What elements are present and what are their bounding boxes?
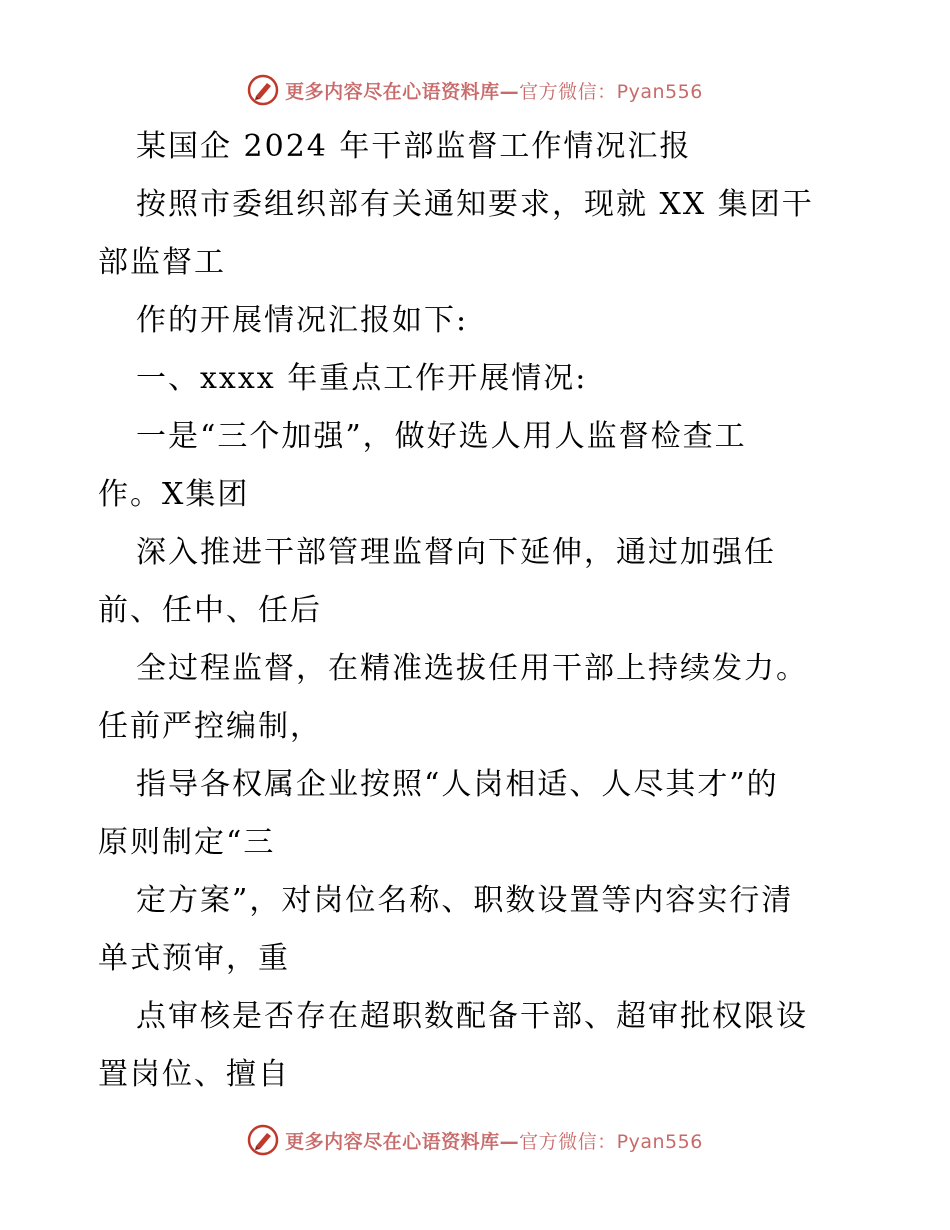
banner-text: 更多内容尽在心语资料库—官方微信：Pyan556	[285, 80, 703, 103]
text-line: 作的开展情况汇报如下:	[136, 303, 469, 338]
text-line: 某国企 2024 年干部监督工作情况汇报	[136, 129, 692, 164]
footer-banner	[0, 1120, 950, 1160]
header-banner	[0, 70, 950, 110]
text-line: 定方案”，对岗位名称、职数设置等内容实行清	[136, 883, 794, 918]
text-line: 指导各权属企业按照“人岗相适、人尽其才”的	[136, 767, 779, 802]
text-line: 任前严控编制，	[98, 709, 322, 744]
text-line: 按照市委组织部有关通知要求，现就 XX 集团干	[136, 187, 814, 222]
text-line: 作。X集团	[98, 477, 250, 512]
text-line: 全过程监督，在精准选拔任用干部上持续发力。	[136, 651, 808, 686]
text-line: 单式预审，重	[98, 941, 290, 976]
text-line: 点审核是否存在超职数配备干部、超审批权限设	[136, 999, 808, 1034]
text-line: 部监督工	[98, 245, 226, 280]
pen-logo-icon	[247, 74, 279, 106]
text-line: 置岗位、擅自	[98, 1057, 290, 1092]
banner-text: 更多内容尽在心语资料库—官方微信：Pyan556	[285, 1130, 703, 1153]
text-line: 一、xxxx 年重点工作开展情况:	[136, 361, 588, 396]
document-body	[98, 118, 868, 1104]
text-line: 深入推进干部管理监督向下延伸，通过加强任	[136, 535, 776, 570]
text-line: 原则制定“三	[98, 825, 276, 860]
text-line: 一是“三个加强”，做好选人用人监督检查工	[136, 419, 747, 454]
pen-logo-icon	[247, 1124, 279, 1156]
text-line: 前、任中、任后	[98, 593, 322, 628]
